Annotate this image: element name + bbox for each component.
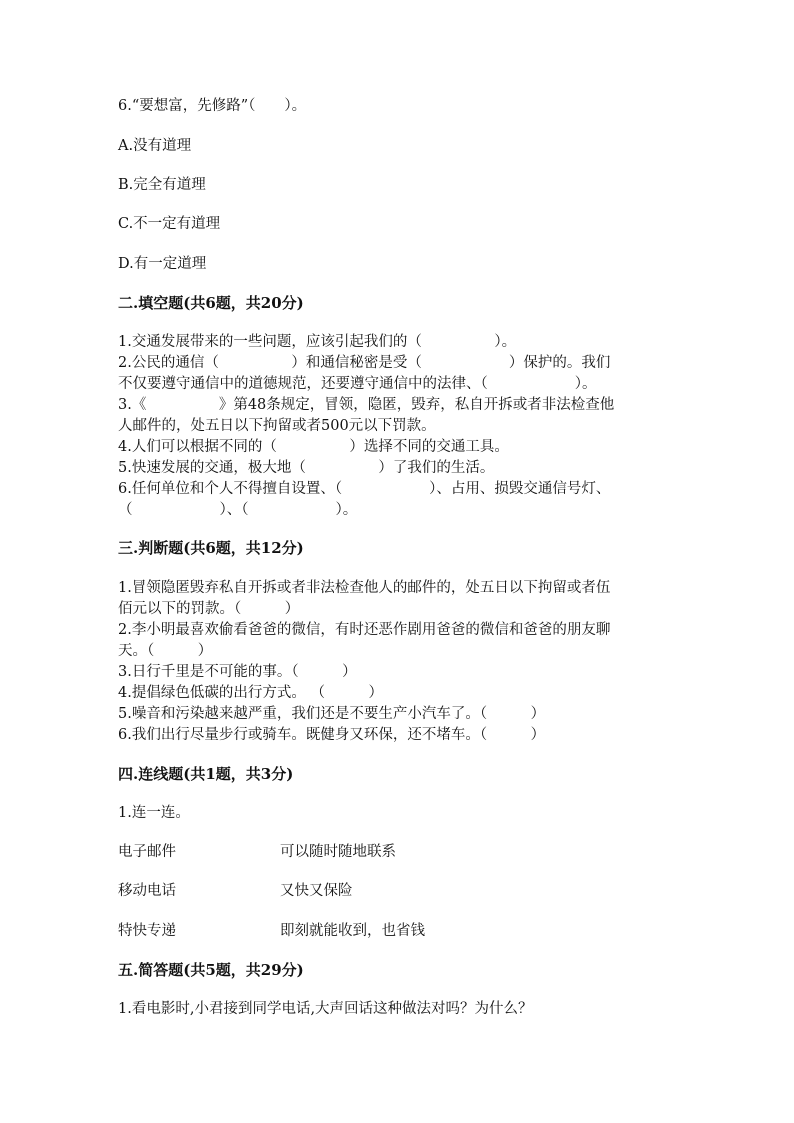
section-heading-judge: 三.判断题(共6题，共12分) (118, 539, 304, 557)
judge-line: 1.冒领隐匿毁弃私自开拆或者非法检查他人的邮件的，处五日以下拘留或者伍 (118, 580, 611, 596)
short-question-1: 1.看电影时,小君接到同学电话,大声回话这种做法对吗？为什么？ (118, 1001, 533, 1017)
match-right-item: 可以随时随地联系 (280, 844, 396, 860)
choice-question-6: 6.“要想富，先修路”（ ）。 (118, 98, 307, 114)
fill-line: 人邮件的，处五日以下拘留或者500元以下罚款。 (118, 418, 436, 434)
fill-line: 1.交通发展带来的一些问题，应该引起我们的（ ）。 (118, 334, 517, 350)
match-left-item: 特快专递 (118, 923, 176, 939)
fill-line: 2.公民的通信（ ）和通信秘密是受（ ）保护的。我们 (118, 355, 611, 371)
choice-option-b: B.完全有道理 (118, 177, 206, 193)
match-left-item: 移动电话 (118, 883, 176, 899)
choice-option-a: A.没有道理 (118, 138, 192, 154)
fill-line: （ ）、（ ）。 (118, 502, 358, 518)
judge-line: 佰元以下的罚款。（ ） (118, 601, 300, 617)
judge-line: 3.日行千里是不可能的事。（ ） (118, 664, 357, 680)
judge-line: 4.提倡绿色低碳的出行方式。 （ ） (118, 685, 383, 701)
judge-line: 5.噪音和污染越来越严重，我们还是不要生产小汽车了。（ ） (118, 706, 546, 722)
match-right-item: 即刻就能收到，也省钱 (280, 923, 425, 939)
section-heading-fill: 二.填空题(共6题，共20分) (118, 294, 304, 312)
choice-option-d: D.有一定道理 (118, 256, 207, 272)
section-heading-short: 五.简答题(共5题，共29分) (118, 961, 304, 979)
choice-option-c: C.不一定有道理 (118, 216, 221, 232)
fill-line: 不仅要遵守通信中的道德规范，还要遵守通信中的法律、（ ）。 (118, 376, 597, 392)
fill-line: 5.快速发展的交通，极大地（ ）了我们的生活。 (118, 460, 495, 476)
match-right-item: 又快又保险 (280, 883, 353, 899)
judge-line: 2.李小明最喜欢偷看爸爸的微信，有时还恶作剧用爸爸的微信和爸爸的朋友聊 (118, 622, 611, 638)
match-question-1: 1.连一连。 (118, 805, 190, 821)
fill-line: 4.人们可以根据不同的（ ）选择不同的交通工具。 (118, 439, 509, 455)
section-heading-match: 四.连线题(共1题，共3分) (118, 765, 294, 783)
fill-line: 3.《 》第48条规定，冒领，隐匿，毁弃，私自开拆或者非法检查他 (118, 397, 615, 413)
judge-line: 天。（ ） (118, 643, 213, 659)
judge-line: 6.我们出行尽量步行或骑车。既健身又环保，还不堵车。（ ） (118, 727, 546, 743)
fill-line: 6.任何单位和个人不得擅自设置、（ ）、占用、损毁交通信号灯、 (118, 481, 611, 497)
match-left-item: 电子邮件 (118, 844, 176, 860)
